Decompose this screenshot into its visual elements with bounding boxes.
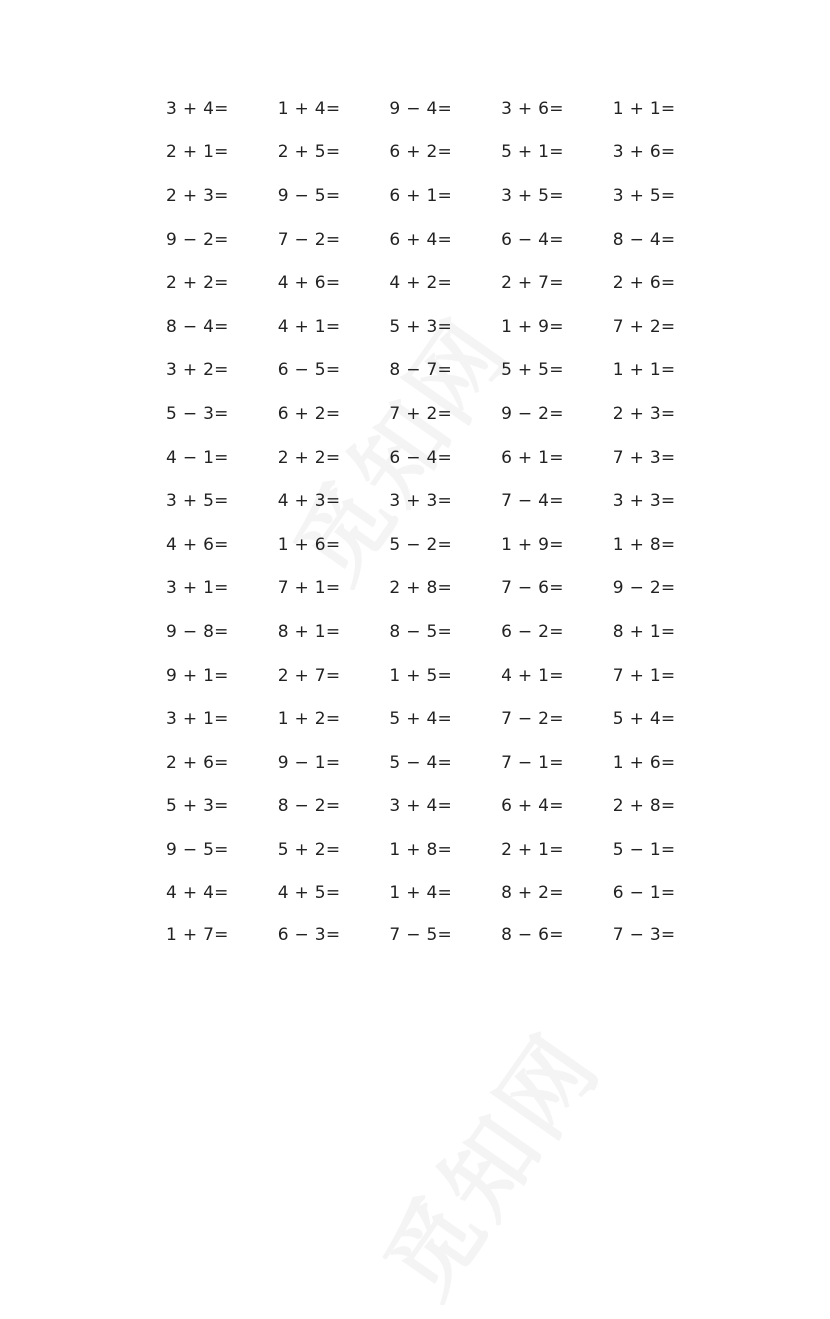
math-problem: 8 − 5= bbox=[389, 621, 453, 642]
math-problem: 2 + 3= bbox=[612, 403, 676, 424]
math-problem: 2 + 2= bbox=[277, 447, 341, 468]
math-problem: 5 − 1= bbox=[612, 839, 676, 860]
problem-row bbox=[166, 915, 726, 955]
problem-grid bbox=[166, 87, 726, 955]
math-problem: 3 + 6= bbox=[612, 142, 676, 163]
problem-row bbox=[166, 131, 726, 175]
math-problem: 6 + 2= bbox=[389, 142, 453, 163]
math-problem: 6 − 5= bbox=[277, 360, 341, 381]
math-problem: 1 + 5= bbox=[389, 665, 453, 686]
math-problem: 1 + 6= bbox=[612, 752, 676, 773]
math-problem: 1 + 9= bbox=[501, 316, 564, 337]
math-problem: 4 + 1= bbox=[277, 316, 341, 337]
math-problem: 1 + 4= bbox=[389, 883, 453, 904]
problem-row bbox=[166, 610, 726, 654]
math-problem: 7 + 1= bbox=[612, 665, 676, 686]
math-problem: 1 + 6= bbox=[277, 534, 341, 555]
math-problem: 1 + 8= bbox=[389, 839, 453, 860]
math-problem: 6 + 4= bbox=[389, 229, 453, 250]
math-problem: 5 + 3= bbox=[166, 796, 229, 817]
math-problem: 8 − 6= bbox=[501, 925, 564, 946]
math-problem: 4 + 1= bbox=[501, 665, 564, 686]
math-problem: 7 − 3= bbox=[612, 925, 676, 946]
math-problem: 2 + 3= bbox=[166, 185, 229, 206]
math-problem: 3 + 3= bbox=[612, 491, 676, 512]
math-problem: 8 − 4= bbox=[612, 229, 676, 250]
math-problem: 7 − 6= bbox=[501, 578, 564, 599]
math-problem: 1 + 9= bbox=[501, 534, 564, 555]
math-problem: 8 + 2= bbox=[501, 883, 564, 904]
math-problem: 9 − 5= bbox=[277, 185, 341, 206]
math-problem: 6 − 4= bbox=[501, 229, 564, 250]
math-problem: 8 − 4= bbox=[166, 316, 229, 337]
problem-row bbox=[166, 174, 726, 218]
math-problem: 4 + 2= bbox=[389, 273, 453, 294]
problem-row bbox=[166, 436, 726, 480]
problem-row bbox=[166, 392, 726, 436]
problem-row bbox=[166, 741, 726, 785]
math-problem: 9 − 4= bbox=[389, 98, 453, 119]
math-problem: 7 − 4= bbox=[501, 491, 564, 512]
problem-row bbox=[166, 523, 726, 567]
math-problem: 7 + 3= bbox=[612, 447, 676, 468]
problem-row bbox=[166, 87, 726, 131]
math-problem: 3 + 4= bbox=[389, 796, 453, 817]
problem-row bbox=[166, 828, 726, 872]
math-problem: 2 + 5= bbox=[277, 142, 341, 163]
math-problem: 9 − 2= bbox=[501, 403, 564, 424]
math-problem: 6 − 4= bbox=[389, 447, 453, 468]
math-problem: 2 + 8= bbox=[612, 796, 676, 817]
math-problem: 1 + 1= bbox=[612, 98, 676, 119]
math-problem: 6 − 2= bbox=[501, 621, 564, 642]
math-problem: 3 + 6= bbox=[501, 98, 564, 119]
math-problem: 2 + 1= bbox=[501, 839, 564, 860]
problem-row bbox=[166, 567, 726, 611]
math-problem: 5 + 3= bbox=[389, 316, 453, 337]
math-problem: 7 + 1= bbox=[277, 578, 341, 599]
math-problem: 2 + 6= bbox=[612, 273, 676, 294]
problem-row bbox=[166, 479, 726, 523]
problem-row bbox=[166, 261, 726, 305]
watermark bbox=[349, 1003, 626, 1319]
math-problem: 4 + 6= bbox=[277, 273, 341, 294]
problem-row bbox=[166, 872, 726, 916]
math-problem: 5 − 3= bbox=[166, 403, 229, 424]
math-problem: 5 + 2= bbox=[277, 839, 341, 860]
math-problem: 4 + 5= bbox=[277, 883, 341, 904]
math-problem: 6 − 3= bbox=[277, 925, 341, 946]
math-problem: 6 + 4= bbox=[501, 796, 564, 817]
math-problem: 3 + 5= bbox=[166, 491, 229, 512]
math-problem: 2 + 7= bbox=[277, 665, 341, 686]
math-problem: 3 + 1= bbox=[166, 709, 229, 730]
math-problem: 7 − 2= bbox=[501, 709, 564, 730]
math-problem: 3 + 4= bbox=[166, 98, 229, 119]
math-problem: 1 + 1= bbox=[612, 360, 676, 381]
math-problem: 6 + 2= bbox=[277, 403, 341, 424]
math-problem: 3 + 2= bbox=[166, 360, 229, 381]
math-problem: 5 + 4= bbox=[612, 709, 676, 730]
math-problem: 2 + 8= bbox=[389, 578, 453, 599]
math-problem: 2 + 1= bbox=[166, 142, 229, 163]
math-problem: 1 + 8= bbox=[612, 534, 676, 555]
math-problem: 7 + 2= bbox=[612, 316, 676, 337]
problem-row bbox=[166, 349, 726, 393]
math-problem: 9 − 2= bbox=[612, 578, 676, 599]
math-problem: 2 + 2= bbox=[166, 273, 229, 294]
math-problem: 7 − 5= bbox=[389, 925, 453, 946]
math-problem: 8 − 7= bbox=[389, 360, 453, 381]
math-problem: 2 + 6= bbox=[166, 752, 229, 773]
math-problem: 4 − 1= bbox=[166, 447, 229, 468]
math-problem: 3 + 1= bbox=[166, 578, 229, 599]
math-problem: 5 − 2= bbox=[389, 534, 453, 555]
math-problem: 4 + 3= bbox=[277, 491, 341, 512]
math-problem: 9 − 1= bbox=[277, 752, 341, 773]
math-problem: 5 + 1= bbox=[501, 142, 564, 163]
math-problem: 5 + 5= bbox=[501, 360, 564, 381]
math-problem: 9 − 5= bbox=[166, 839, 229, 860]
math-problem: 6 + 1= bbox=[389, 185, 453, 206]
math-problem: 8 + 1= bbox=[277, 621, 341, 642]
math-problem: 8 + 1= bbox=[612, 621, 676, 642]
math-problem: 1 + 2= bbox=[277, 709, 341, 730]
math-problem: 4 + 6= bbox=[166, 534, 229, 555]
math-problem: 5 − 4= bbox=[389, 752, 453, 773]
math-problem: 7 + 2= bbox=[389, 403, 453, 424]
math-problem: 2 + 7= bbox=[501, 273, 564, 294]
math-problem: 3 + 3= bbox=[389, 491, 453, 512]
math-problem: 3 + 5= bbox=[612, 185, 676, 206]
math-problem: 6 + 1= bbox=[501, 447, 564, 468]
math-problem: 4 + 4= bbox=[166, 883, 229, 904]
math-problem: 9 − 8= bbox=[166, 621, 229, 642]
math-problem: 8 − 2= bbox=[277, 796, 341, 817]
problem-row bbox=[166, 305, 726, 349]
math-problem: 3 + 5= bbox=[501, 185, 564, 206]
math-problem: 5 + 4= bbox=[389, 709, 453, 730]
math-problem: 7 − 1= bbox=[501, 752, 564, 773]
problem-row bbox=[166, 654, 726, 698]
math-problem: 6 − 1= bbox=[612, 883, 676, 904]
problem-row bbox=[166, 697, 726, 741]
math-problem: 9 − 2= bbox=[166, 229, 229, 250]
math-problem: 9 + 1= bbox=[166, 665, 229, 686]
math-problem: 7 − 2= bbox=[277, 229, 341, 250]
math-problem: 1 + 7= bbox=[166, 925, 229, 946]
math-problem: 1 + 4= bbox=[277, 98, 341, 119]
problem-row bbox=[166, 785, 726, 829]
problem-row bbox=[166, 218, 726, 262]
